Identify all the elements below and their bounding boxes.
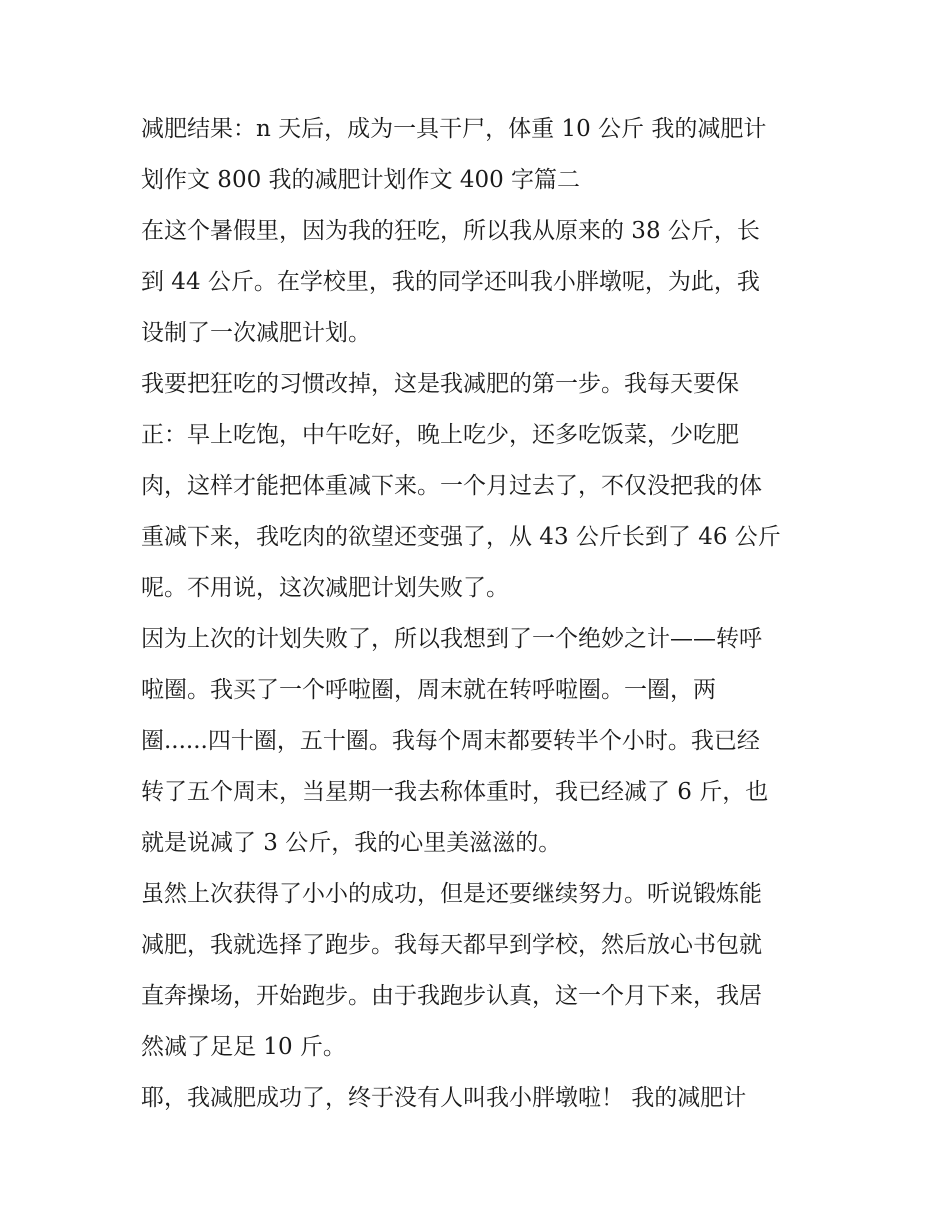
text-line: 减肥结果：n 天后，成为一具干尸，体重 10 公斤 我的减肥计 — [141, 116, 767, 142]
text-line: 直奔操场，开始跑步。由于我跑步认真，这一个月下来，我居 — [141, 983, 762, 1009]
text-line: 就是说减了 3 公斤，我的心里美滋滋的。 — [141, 830, 562, 856]
text-line: 划作文 800 我的减肥计划作文 400 字篇二 — [141, 167, 581, 193]
text-line: 然减了足足 10 斤。 — [141, 1034, 346, 1060]
text-line: 到 44 公斤。在学校里，我的同学还叫我小胖墩呢，为此，我 — [141, 269, 760, 295]
text-line: 圈......四十圈，五十圈。我每个周末都要转半个小时。我已经 — [141, 728, 760, 754]
text-line: 耶，我减肥成功了，终于没有人叫我小胖墩啦！ 我的减肥计 — [141, 1085, 747, 1111]
text-line: 正：早上吃饱，中午吃好，晚上吃少，还多吃饭菜，少吃肥 — [141, 422, 739, 448]
text-line: 肉，这样才能把体重减下来。一个月过去了，不仅没把我的体 — [141, 473, 762, 499]
text-line: 我要把狂吃的习惯改掉，这是我减肥的第一步。我每天要保 — [141, 371, 739, 397]
text-line: 虽然上次获得了小小的成功，但是还要继续努力。听说锻炼能 — [141, 881, 762, 907]
text-line: 在这个暑假里，因为我的狂吃，所以我从原来的 38 公斤，长 — [141, 218, 760, 244]
text-line: 重减下来，我吃肉的欲望还变强了，从 43 公斤长到了 46 公斤 — [141, 524, 781, 550]
text-line: 转了五个周末，当星期一我去称体重时，我已经减了 6 斤，也 — [141, 779, 769, 805]
document-body — [141, 104, 813, 1124]
text-line: 呢。不用说，这次减肥计划失败了。 — [141, 575, 509, 601]
text-line: 啦圈。我买了一个呼啦圈，周末就在转呼啦圈。一圈，两 — [141, 677, 716, 703]
text-line: 减肥，我就选择了跑步。我每天都早到学校，然后放心书包就 — [141, 932, 762, 958]
text-line: 设制了一次减肥计划。 — [141, 320, 371, 346]
text-line: 因为上次的计划失败了，所以我想到了一个绝妙之计——转呼 — [141, 626, 762, 652]
